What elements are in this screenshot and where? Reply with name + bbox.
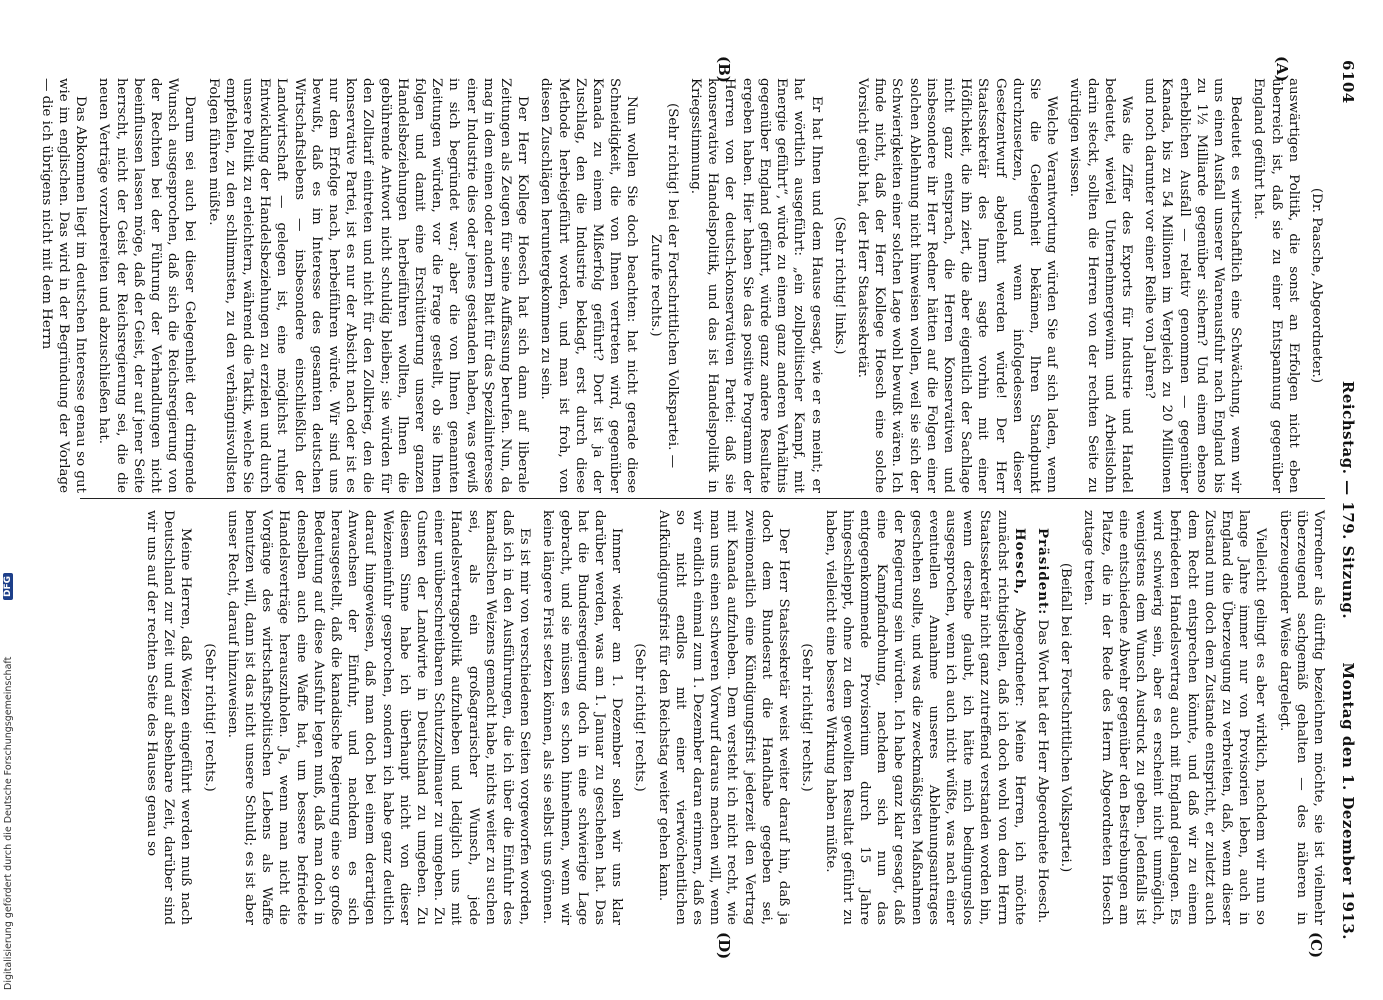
paragraph: Nun wollen Sie doch beachten: hat nicht gerade diese Schneidigkeit, die von Ihnen vertreten wird, gegenüber Kanada zu einem Mißerfolg geführt? Dort ist ja der Zuschlag, den die Industrie beklagt, erst durch diese Methode herbeigeführt worden, und man ist froh, von diesen Zuschlägen heruntergekommen zu sein. [538, 78, 640, 493]
margin-marker-c: (C) [1307, 932, 1325, 959]
interjection: (Beifall bei der Fortschrittlichen Volkspartei.) [1058, 562, 1074, 873]
paragraph: Meine Herren, daß Weizen eingeführt werden muß nach Deutschland zur Zeit und auf absehbare Zeit, darüber sind wir uns auf der rechten Seite des Hauses genau so [144, 510, 194, 925]
interjection: (Sehr richtig! rechts.) [201, 643, 217, 792]
paragraph: Bedeutet es wirtschaftlich eine Schwächung, wenn wir uns einen Ausfall unserer Warenausfuhr nach England bis zu 1½ Milliarde gegenüber sichern? Und einem ebenso erheblichen Ausfall — relativ genommen — gegenüber Kanada, bis zu 54 Millionen im Vergleich zu 20 Millionen und noch darunter vor einer Reihe von Jahren? [1142, 78, 1244, 493]
digitization-credit [0, 0, 22, 1000]
right-column [70, 510, 1327, 925]
speaker-reference: (Dr. Paasche, Abgeordneter.) [1309, 187, 1324, 384]
page-header [1333, 60, 1359, 940]
president-text: Das Wort hat der Herr Abgeordnete Hoesch. [1034, 619, 1050, 924]
margin-marker-d: (D) [715, 932, 733, 960]
paragraph: Welche Verantwortung würden Sie auf sich laden, wenn Sie die Gelegenheit bekämen, Ihren Standpunkt durchzusetzen, und wenn infolgedessen dieser Gesetzentwurf abgelehnt werden würde! Der Herr Staatssekretär des Innern sagte vorhin mit einer Höflichkeit, die ihn ziert, die aber eigentlich der Sachlage nicht ganz entsprach, die Herren Konservativen und insbesondere ihr Herr Redner hätten auf die Folgen einer solchen Ablehnung nicht hinweisen wollen, weil sie sich der Schwierigkeiten einer solchen Lage wohl bewußt wären. Ich finde nicht, daß der Herr Kollege Hoesch eine solche Vorsicht geübt hat, der Herr Staatssekretär. [854, 78, 1060, 493]
interjection: (Sehr richtig! rechts.) [799, 643, 815, 792]
margin-marker-a: (A) [1273, 56, 1291, 82]
page-number: 6104 [1339, 60, 1357, 104]
interjection: (Sehr richtig! rechts.) [632, 643, 648, 792]
president-statement [1034, 510, 1051, 925]
paragraph: Vorredner als dürftig bezeichnen möchte, sie ist vielmehr überzeugend sachgemäß gehalten — des näheren in überzeugender Weise dargelegt. [1276, 510, 1326, 925]
paragraph: auswärtigen Politik, die sonst an Erfolgen nicht eben überreich ist, daß sie zu einer Entspannung gegenüber England geführt hat. [1251, 78, 1301, 493]
session-date: Montag den 1. Dezember 1913. [1339, 662, 1357, 940]
dfg-logo-icon: DFG [3, 573, 13, 600]
paragraph: Darum sei auch bei dieser Gelegenheit der dringende Wunsch ausgesprochen, daß sich die Reichsregierung von der Rechten bei der Führung der Verhandlungen nicht beeinflussen lassen möge, daß der Geist, der auf jener Seite herrscht, nicht der Geist der Reichsregierung sei, die die neuen Verträge vorzubereiten und abzuschließen hat. [96, 78, 198, 493]
page-title: Reichstag. — 179. Sitzung. [1339, 380, 1357, 620]
paragraph: Meine Herren, ich möchte zunächst richtigstellen, daß ich doch wohl von dem Herrn Staatssekretär nicht ganz zutreffend verstanden worden bin, wenn derselbe glaubt, ich hätte mich bedingungslos ausgesprochen, wenn ich auch nicht wüßte, was nach einer eventuellen Annahme unseres Ablehnungsantrages geschehen sollte, und was die zweckmäßigsten Maßnahmen der Regierung sein würden. Ich habe ganz klar gesagt, daß eine Kampfandrohung, nachdem sich nun das entgegenkommende Provisorium durch 15 Jahre hingeschleppt, ohne zu dem gewollten Resultat geführt zu haben, vielleicht eine bessere Wirkung haben müßte. [822, 510, 1027, 925]
paragraph: Vielleicht gelingt es aber wirklich, nachdem wir nun so lange Jahre immer nur von Provisorien leben, auch in England die Überzeugung zu verbreiten, daß, wenn dieser Zustand nun doch dem Zustande entspricht, er zuletzt auch dem Recht entsprechen könnte, und daß wir zu einem befriedeten Handelsvertrag auch mit England gelangen. Es wird schwierig sein, aber es erscheint nicht unmöglich, wenigstens dem Wunsch Ausdruck zu geben. Jedenfalls ist eine entschiedene Abwehr gegenüber den Bestrebungen am Platze, die in der Rede des Herrn Abgeordneten Hoesch zutage treten. [1081, 510, 1269, 925]
paragraph: Der Herr Staatssekretär weist weiter darauf hin, daß ja doch dem Bundesrat die Handhabe gegeben sei, zweimonatlich eine Kündigungsfrist jederzeit den Vertrag mit Kanada aufzuheben. Dem versteht ich nicht recht, wie man uns einen schweren Vorwurf daraus machen will, wenn wir endlich einmal zum 1. Dezember daran erinnern, daß es so nicht endlos mit einer vierwöchentlichen Aufkündigungsfrist für den Reichstag weiter gehen kann. [655, 510, 792, 925]
margin-marker-b: (B) [715, 56, 733, 83]
paragraph: Immer wieder am 1. Dezember sollen wir uns klar darüber werden, was am 1. Januar zu geschehen hat. Das hat die Bundesregierung doch in eine schwierige Lage gebracht, und sie müssen es schon hinnehmen, wenn wir keine längere Frist setzen können, als sie selbst uns gönnen. [540, 510, 625, 925]
paragraph: Das Abkommen liegt im deutschen Interesse genau so gut wie im englischen. Das wird in der Begründung der Vorlage — die ich übrigens nicht mit dem Herrn [38, 78, 89, 493]
interjection: (Sehr richtig! bei der Fortschrittlichen Volkspartei. — Zurufe rechts.) [647, 102, 680, 469]
speaker-role: Abgeordneter: [1011, 608, 1027, 707]
left-column [38, 78, 1327, 493]
credit-text: Digitalisierung gefördert durch die Deutsche Forschungsgemeinschaft [3, 656, 14, 990]
paragraph: Es ist mir von verschiedenen Seiten vorgeworfen worden, daß ich in den Ausführungen, die ich über die Einfuhr des kanadischen Weizens gemacht habe, nichts weiter zu suchen sei, als ein großagrarischer Wunsch, jede Handelsvertragspolitik aufzuheben und lediglich uns mit einer unüberschreitbaren Schutzzollmauer zu umgeben. Zu Gunsten der Landwirte in Deutschland zu umgeben. Zu diesem Sinne habe ich überhaupt nicht von dieser Weizeneinfuhr gesprochen, sondern ich habe ganz deutlich darauf hingewiesen, daß man doch bei einem derartigen Anwachsen der Einfuhr, und nachdem es sich herausgestellt, daß die kanadische Regierung eine so große Bedeutung auf diese Ausfuhr legen muß, daß man doch in denselben auch eine Waffe hat, um bessere befriedete Handelsverträge herauszuholen. Ja, wenn man nicht die Vorgänge des wirtschaftspolitischen Lebens als Waffe benutzen will, dann ist das nicht unsere Schuld; es ist aber unser Recht, darauf hinzuweisen. [224, 510, 533, 925]
president-label: Präsident: [1034, 528, 1051, 616]
paragraph: Der Herr Kollege Hoesch hat sich dann auf liberale Zeitungen als Zeugen für seine Auffassung berufen. Nun, da mag in dem einen oder andern Blatt für das Spezialinteresse einer Industrie dies oder jenes gestanden haben, was gewiß in sich begründet war; aber die von Ihnen genannten Zeitungen würden, vor die Frage gestellt, ob sie Ihnen folgen und damit eine Erschütterung unserer ganzen Handelsbeziehungen herbeiführen wollten, Ihnen die gebührende Antwort nicht schuldig bleiben; sie würden für den Zolltarif eintreten und nicht für den Zollkrieg, den die konservative Partei, ist es nur der Absicht nach oder ist es nur dem Erfolge nach, herbeiführen würde. Wir sind uns bewußt, daß es im Interesse des gesamten deutschen Wirtschaftslebens — insbesondere einschließlich der Landwirtschaft — gelegen ist, eine möglichst ruhige Entwicklung der Handelsbeziehungen zu erzielen und durch unsere Politik zu erleichtern, während die Taktik, welche Sie empfehlen, zu den schlimmsten, zu den verhängnisvollsten Folgen führen müßte. [205, 78, 531, 493]
interjection: (Sehr richtig! links.) [831, 216, 847, 355]
speaker-name: Hoesch, [1011, 528, 1028, 596]
speaker-statement [821, 510, 1027, 925]
paragraph: Er hat Ihnen und dem Hause gesagt, wie er es meint; er hat wörtlich ausgeführt: „ein zollpolitischer Kampf, mit Energie geführt“, würde zu einem ganz anderen Verhältnis gegenüber England geführt, würde ganz andere Resultate ergeben haben. Hier haben Sie das positive Programm der Herren von der deutsch-konservativen Partei: daß sie konservative Handelspolitik, und das ist Handelspolitik in Kriegsstimmung. [688, 78, 824, 493]
paragraph: Was die Ziffer des Exports für Industrie und Handel bedeutet, wieviel Unternehmergewinn und Arbeitslohn darin steckt, sollten die Herren von der rechten Seite zu würdigen wissen. [1067, 78, 1134, 493]
column-divider [80, 498, 1325, 499]
